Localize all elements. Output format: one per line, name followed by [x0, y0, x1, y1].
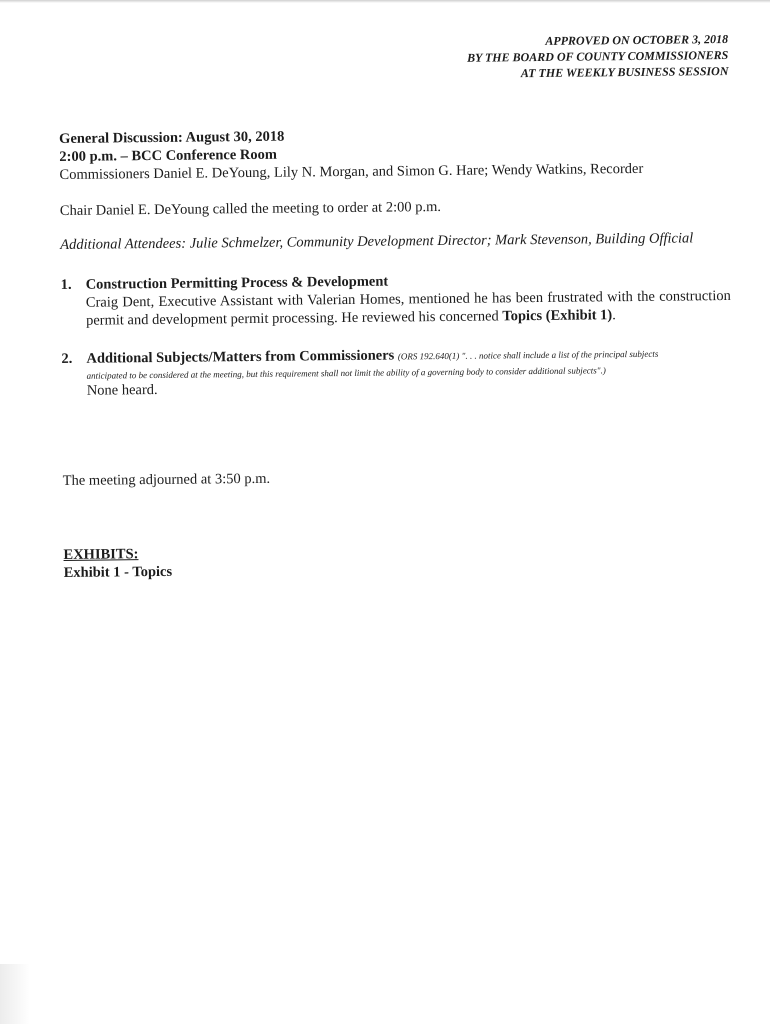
- agenda-item-number: 2.: [61, 350, 73, 367]
- meeting-header: [59, 123, 730, 184]
- scan-edge: [0, 0, 770, 3]
- agenda-item-text: [86, 287, 731, 330]
- exhibit-reference: Topics (Exhibit 1): [502, 307, 613, 325]
- exhibit-item: Exhibit 1 - Topics: [63, 563, 173, 581]
- agenda-item-text-end: .: [612, 307, 616, 324]
- agenda-item-body: [86, 269, 732, 330]
- meeting-time-location: 2:00 p.m. – BCC Conference Room: [59, 146, 278, 165]
- agenda-item-2: [61, 343, 731, 400]
- agenda-item-body: [86, 343, 731, 400]
- agenda-item-title: Construction Permitting Process & Development: [85, 273, 389, 293]
- ors-citation: (ORS 192.640(1) ". . . notice shall include a list of the principal subjects: [397, 348, 659, 362]
- agenda-item-text-main: Craig Dent, Executive Assistant with Valerian Homes, mentioned he has been frustrated with the construction permit and development permit processing. He reviewed his concerned: [85, 287, 731, 329]
- exhibits-heading: EXHIBITS:: [63, 546, 139, 563]
- scan-shadow: [0, 964, 30, 1024]
- approval-line-1: APPROVED ON OCTOBER 3, 2018: [545, 31, 729, 48]
- adjournment: The meeting adjourned at 3:50 p.m.: [62, 470, 271, 489]
- agenda-item-text: None heard.: [86, 381, 158, 399]
- call-to-order: Chair Daniel E. DeYoung called the meeting to order at 2:00 p.m.: [59, 198, 442, 219]
- agenda-item-1: [61, 269, 732, 330]
- additional-attendees: Additional Attendees: Julie Schmelzer, Community Development Director; Mark Stevenson, Building Official: [60, 230, 694, 253]
- agenda-item-number: 1.: [60, 276, 72, 293]
- approval-stamp: [58, 31, 728, 86]
- approval-line-2: BY THE BOARD OF COUNTY COMMISSIONERS: [466, 47, 729, 65]
- meeting-title: General Discussion: August 30, 2018: [59, 128, 285, 147]
- ors-citation-continued: anticipated to be considered at the meeting, but this requirement shall not limit the ability of a governing body to consider additional subjects".): [86, 365, 606, 381]
- minutes-document: [58, 23, 734, 582]
- approval-line-3: AT THE WEEKLY BUSINESS SESSION: [520, 63, 729, 81]
- agenda-item-title: Additional Subjects/Matters from Commissioners: [86, 347, 395, 367]
- meeting-attendees: Commissioners Daniel E. DeYoung, Lily N. Morgan, and Simon G. Hare; Wendy Watkins, Recorder: [59, 160, 644, 183]
- exhibits-section: [63, 539, 733, 582]
